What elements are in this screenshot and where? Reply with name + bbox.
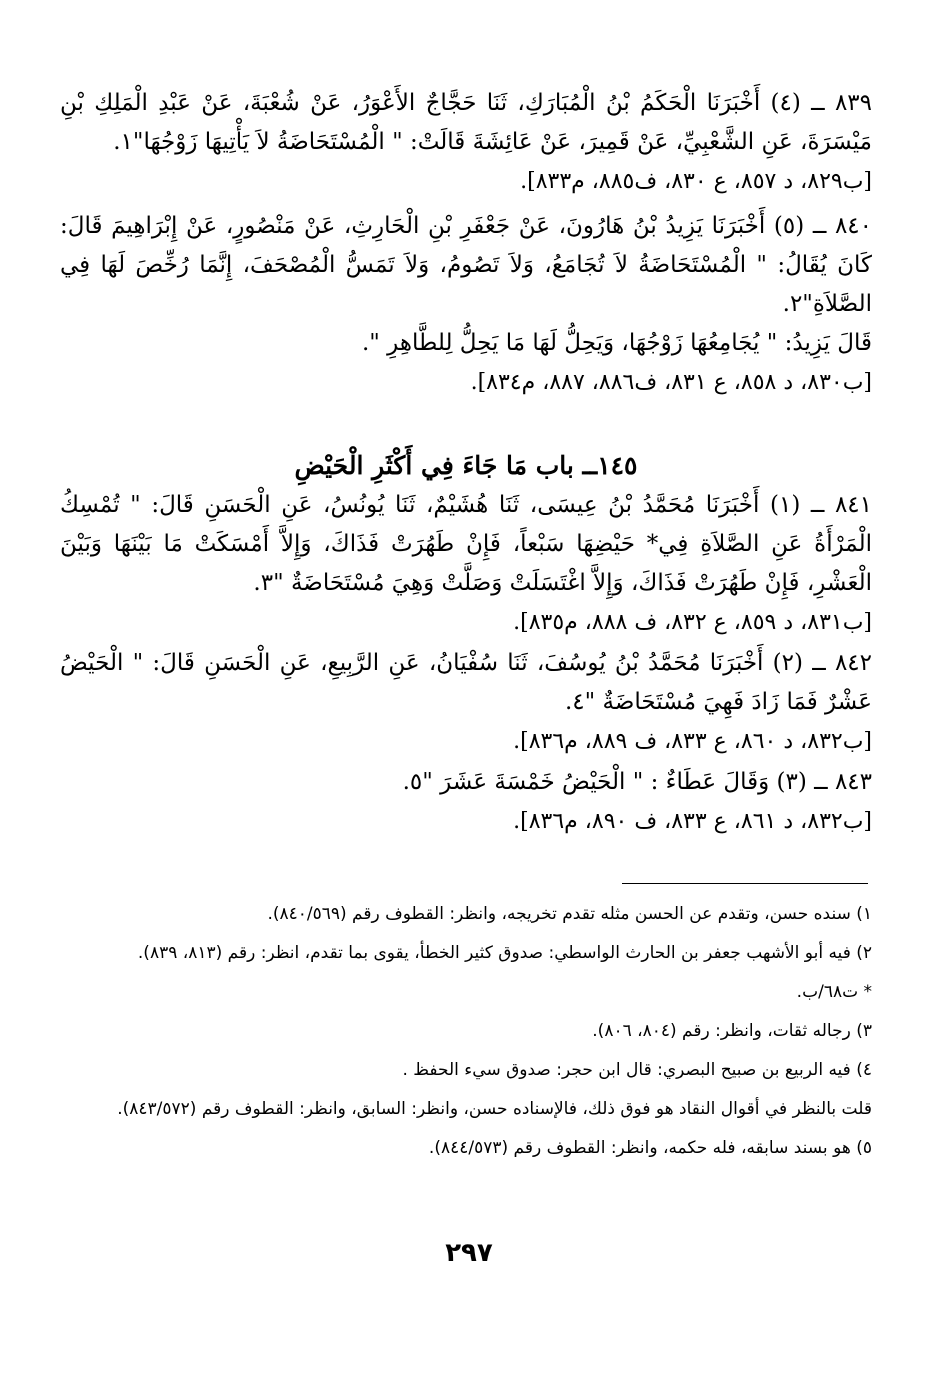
hadith-840-comment: قَالَ يَزِيدُ: " يُجَامِعُهَا زَوْجُهَا، وَيَحِلُّ لَهَا مَا يَحِلُّ لِلطَّاهِرِ ". <box>361 330 872 356</box>
footnote-separator <box>622 883 868 884</box>
hadith-842-refs: [ب٨٣٢، د ٨٦٠، ع ٨٣٣، ف ٨٨٩، م٨٣٦]. <box>513 729 872 754</box>
hadith-840-refs: [ب٨٣٠، د ٨٥٨، ع ٨٣١، ف٨٨٦، ٨٨٧، م٨٣٤]. <box>470 370 872 395</box>
hadith-843: ٨٤٣ ــ (٣) وَقَالَ عَطَاءٌ : " الْحَيْضُ خَمْسَةَ عَشَرَ "٥. <box>402 769 872 795</box>
footnote-2: ٢) فيه أبو الأشهب جعفر بن الحارث الواسطي: صدوق كثير الخطأ، يقوى بما تقدم، انظر: رقم (٨١٣، ٨٣٩). <box>137 943 872 963</box>
section-title: ١٤٥ــ باب مَا جَاءَ فِي أَكْثَرِ الْحَيْضِ <box>294 451 638 480</box>
footnote-5: ٥) هو بسند سابقه، فله حكمه، وانظر: القطوف رقم (٨٤٤/٥٧٣). <box>428 1138 872 1158</box>
hadith-840: ٨٤٠ ــ (٥) أَخْبَرَنَا يَزِيدُ بْنُ هَارُونَ، عَنْ جَعْفَرِ بْنِ الْحَارِثِ، عَنْ مَنْصُورٍ، عَنْ إِبْرَاهِيمَ قَالَ: كَانَ يُقَالُ: " الْمُسْتَحَاضَةُ لاَ تُجَامَعُ، وَلاَ تَصُومُ، وَلاَ تَمَسُّ الْمُصْحَفَ، إِنَّمَا رُخِّصَ لَهَا فِي الصَّلاَةِ"٢. <box>60 213 872 317</box>
footnote-3: ٣) رجاله ثقات، وانظر: رقم (٨٠٤، ٨٠٦). <box>592 1021 872 1041</box>
hadith-839: ٨٣٩ ــ (٤) أَخْبَرَنَا الْحَكَمُ بْنُ الْمُبَارَكِ، ثَنَا حَجَّاجٌ الأَعْوَرُ، عَنْ شُعْبَةَ، عَنْ عَبْدِ الْمَلِكِ بْنِ مَيْسَرَةَ، عَنِ الشَّعْبِيِّ، عَنْ قَمِيرَ، عَنْ عَائِشَةَ قَالَتْ: " الْمُسْتَحَاضَةُ لاَ يَأْتِيهَا زَوْجُهَا"١. <box>60 90 872 155</box>
main-text <box>60 84 872 843</box>
footnotes <box>62 896 872 1169</box>
footnote-4-comment: قلت بالنظر في أقوال النقاد هو فوق ذلك، فالإسناده حسن، وانظر: السابق، وانظر: القطوف رقم (٨٤٣/٥٧٢). <box>117 1099 872 1119</box>
footnote-4: ٤) فيه الربيع بن صبيح البصري: قال ابن حجر: صدوق سيء الحفظ . <box>402 1060 872 1080</box>
footnote-folio: * ت٦٨/ب. <box>796 982 872 1002</box>
hadith-843-refs: [ب٨٣٢، د ٨٦١، ع ٨٣٣، ف ٨٩٠، م٨٣٦]. <box>513 809 872 834</box>
footnote-1: ١) سنده حسن، وتقدم عن الحسن مثله تقدم تخريجه، وانظر: القطوف رقم (٨٤٠/٥٦٩). <box>267 904 872 924</box>
hadith-839-refs: [ب٨٢٩، د ٨٥٧، ع ٨٣٠، ف٨٨٥، م٨٣٣]. <box>520 169 872 194</box>
hadith-842: ٨٤٢ ــ (٢) أَخْبَرَنَا مُحَمَّدُ بْنُ يُوسُفَ، ثَنَا سُفْيَانُ، عَنِ الرَّبِيعِ، عَنِ الْحَسَنِ قَالَ: " الْحَيْضُ عَشْرٌ فَمَا زَادَ فَهِيَ مُسْتَحَاضَةٌ "٤. <box>60 650 872 715</box>
hadith-841-refs: [ب٨٣١، د ٨٥٩، ع ٨٣٢، ف ٨٨٨، م٨٣٥]. <box>513 610 872 635</box>
page-number: ٢٩٧ <box>445 1238 493 1268</box>
hadith-841: ٨٤١ ــ (١) أَخْبَرَنَا مُحَمَّدُ بْنُ عِيسَى، ثَنَا هُشَيْمٌ، ثَنَا يُونُسُ، عَنِ الْحَسَنِ قَالَ: " تُمْسِكُ الْمَرْأَةُ عَنِ الصَّلاَةِ فِي* حَيْضِهَا سَبْعاً، فَإِنْ طَهُرَتْ فَذَاكَ، وَإِلاَّ أَمْسَكَتْ مَا بَيْنَهَا وَبَيْنَ الْعَشْرِ، فَإِنْ طَهُرَتْ فَذَاكَ، وَإِلاَّ اغْتَسَلَتْ وَصَلَّتْ وَهِيَ مُسْتَحَاضَةٌ "٣. <box>60 492 872 596</box>
